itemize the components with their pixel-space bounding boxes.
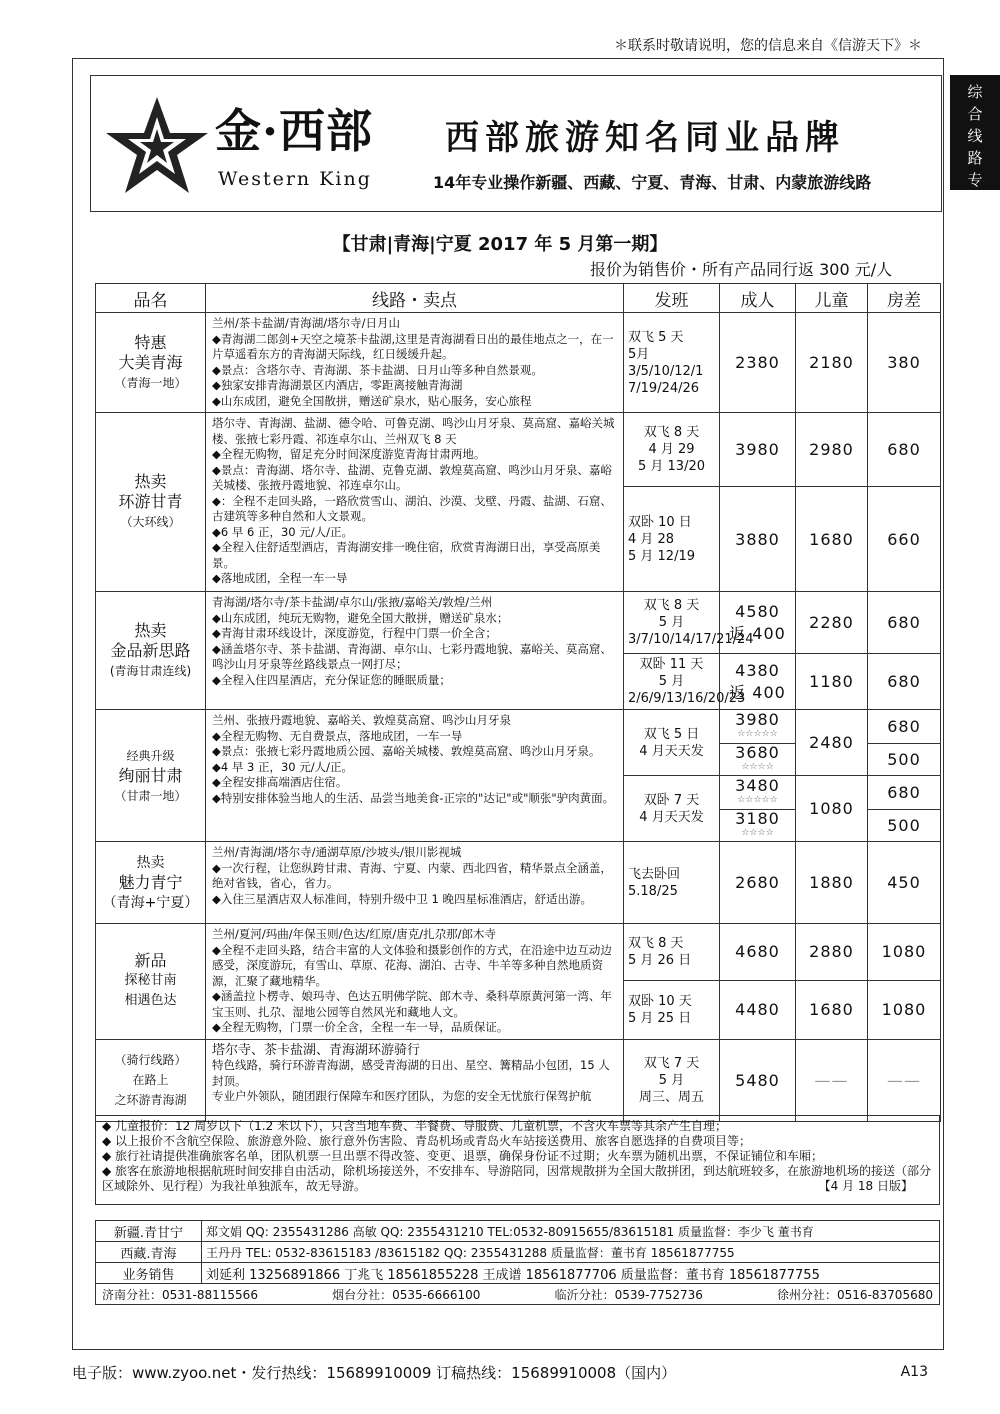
table-row [96, 592, 941, 654]
adult-price: 3180 [735, 808, 780, 828]
desc-line: ◆入住三星酒店双人标准间，特别升级中卫 1 晚四星标准酒店，舒适出游。 [212, 891, 592, 906]
child-price: 1680 [796, 980, 868, 1039]
col-departure: 发班 [624, 284, 720, 313]
adult-price: 3980 [735, 709, 780, 729]
desc-line: 兰州/茶卡盐湖/青海湖/塔尔寺/日月山 [212, 316, 400, 330]
col-route: 线路・卖点 [206, 284, 624, 313]
table-row [96, 1039, 941, 1121]
product-region: （青海一地） [114, 375, 187, 390]
page-code: A13 [900, 1364, 928, 1380]
room-supplement: 500 [868, 744, 941, 776]
adult-price-cell [720, 744, 796, 776]
star-rating: ☆☆☆☆☆ [737, 728, 778, 739]
product-name: 在路上 [132, 1073, 169, 1087]
product-tag: 特惠 [134, 332, 167, 352]
product-name-cell [96, 413, 206, 592]
room-supplement: 680 [868, 710, 941, 744]
product-name-2: 相遇色达 [124, 993, 177, 1009]
desc-line: ◆景点：张掖七彩丹霞地质公园、嘉峪关城楼、敦煌莫高窟、鸣沙山月牙泉。 [212, 744, 601, 758]
contacts-table [95, 1220, 940, 1305]
dep-line: 5月 [628, 346, 650, 362]
dep-line: 双飞 8 天 [628, 935, 684, 951]
star-logo-icon [102, 95, 212, 195]
child-price: 2280 [796, 592, 868, 654]
desc-line: ◆景点：含塔尔寺、青海湖、茶卡盐湖、日月山等多种自然景观。 [212, 362, 543, 377]
child-price: —— [796, 1039, 868, 1121]
desc-line: ◆景点：青海湖、塔尔寺、盐湖、克鲁克湖、敦煌莫高窟、鸣沙山月牙泉、嘉峪关城楼、张掖丹霞地貌、祁连卓尔山。 [212, 462, 612, 492]
desc-line: ◆全程无购物，门票一价全含，全程一车一导，品质保证。 [212, 1020, 509, 1034]
desc-line: ◆全程无购物、无自费景点，落地成团，一车一导 [212, 728, 463, 743]
footer-info: 电子版：www.zyoo.net・发行热线：15689910009 订稿热线：15689910008（国内） [72, 1364, 677, 1382]
product-tag: 新品 [134, 951, 167, 971]
departure-cell [624, 313, 720, 413]
price-note: 报价为销售价・所有产品同行返 300 元/人 [590, 260, 893, 279]
dep-line: 4 月天天发 [639, 743, 704, 759]
dep-line: 5 月 [658, 615, 685, 630]
contact-row [96, 1242, 940, 1263]
desc-line: 兰州、张掖丹霞地貌、嘉峪关、敦煌莫高窟、鸣沙山月牙泉 [212, 713, 511, 727]
departure-cell [624, 776, 720, 842]
section-tab [950, 75, 1000, 211]
product-region: (青海甘肃连线) [109, 663, 192, 678]
child-price: 2880 [796, 924, 868, 981]
departure-cell [624, 842, 720, 924]
product-region: （大环线） [120, 515, 181, 529]
col-child: 儿童 [796, 284, 868, 313]
col-adult: 成人 [720, 284, 796, 313]
desc-line: ◆独家安排青海湖景区内酒店，零距离接触青海湖 [212, 378, 463, 392]
section-tab-char: 专 [967, 171, 983, 189]
adult-price: 5480 [720, 1039, 796, 1121]
departure-cell [624, 592, 754, 654]
note-line: ◆ 以上报价不含航空保险、旅游意外险、旅行意外伤害险、青岛机场或青岛火车站接送费用、旅客自愿选择的自费项目等； [102, 1134, 752, 1148]
departure-cell [624, 924, 720, 981]
contact-info: 王丹丹 TEL: 0532-83615183 /83615182 QQ: 2355431288 质量监督：董书育 18561877755 [202, 1242, 940, 1263]
product-name: 金品新思路 [110, 640, 191, 660]
dep-line: 双飞 5 天 [628, 329, 684, 345]
table-row [96, 313, 941, 413]
desc-line: ◆山东成团，避免全国散拼，赠送矿泉水，贴心服务，安心旅程 [212, 393, 532, 408]
table-row [96, 842, 941, 924]
room-supplement: 680 [868, 654, 941, 710]
child-price: 1680 [796, 487, 868, 592]
note-line: ◆ 旅客在旅游地根据航班时间安排自由活动，除机场接送外，不安排车、导游陪同，因常规散拼为全国大散拼团，到达航班较多，在旅游地机场的接送（部分区域除外、见行程）为我社单独派车，故无导游。 [102, 1164, 932, 1193]
brand-slogan: 西部旅游知名同业品牌 [445, 118, 845, 158]
child-price: 2980 [796, 413, 868, 487]
room-supplement: 680 [868, 592, 941, 654]
dep-line: 双卧 11 天 [639, 657, 704, 672]
desc-line: ◆落地成团，全程一车一导 [212, 571, 348, 585]
section-tab-char: 版 [967, 193, 983, 211]
source-note: ＊联系时敬请说明，您的信息来自《信游天下》＊ [614, 38, 922, 54]
branch-row [96, 1284, 940, 1305]
table-row [96, 924, 941, 981]
section-tab-char: 合 [967, 105, 983, 123]
dep-line: 双卧 10 日 [628, 514, 692, 530]
adult-price: 3880 [720, 487, 796, 592]
dep-line: 飞去卧回 [628, 866, 681, 882]
branch-item: 徐州分社：0516-83705680 [777, 1287, 933, 1302]
product-tag: 热卖 [134, 472, 167, 491]
route-desc [206, 413, 624, 592]
dep-line: 双飞 7 天 [643, 1055, 700, 1071]
room-supplement: 1080 [868, 980, 941, 1039]
dep-line: 3/7/10/14/17/21/24 [628, 632, 754, 647]
product-name-cell [96, 842, 206, 924]
product-name-cell [96, 710, 206, 842]
room-supplement: 450 [868, 842, 941, 924]
desc-line: ◆全程不走回头路，结合丰富的人文体验和摄影创作的方式，在沿途中边互动边感受，深度游玩，有雪山、草原、花海、湖泊、古寺、牛羊等多种自然地质资源，汇聚了藏地精华。 [212, 942, 612, 988]
product-name-cell [96, 924, 206, 1040]
col-room: 房差 [868, 284, 941, 313]
desc-line: ◆全程无购物，留足充分时间深度游览青海甘肃两地。 [212, 447, 486, 461]
product-region: （甘肃一地） [114, 788, 187, 803]
room-supplement: —— [868, 1039, 941, 1121]
desc-line: ◆：全程不走回头路，一路欣赏雪山、湖泊、沙漠、戈壁、丹霞、盐湖、石窟、古建筑等多种自然和人文景观。 [212, 493, 612, 523]
route-desc [206, 710, 624, 842]
col-name: 品名 [96, 284, 206, 313]
adult-price: 2380 [720, 313, 796, 413]
adult-price: 3480 [735, 775, 780, 795]
room-supplement: 380 [868, 313, 941, 413]
branch-list [96, 1284, 940, 1305]
star-rating: ☆☆☆☆☆ [737, 794, 778, 805]
section-tab-char: 路 [967, 149, 983, 167]
notes-box [95, 1115, 940, 1205]
section-tab-char: 线 [967, 127, 983, 145]
desc-line: ◆山东成团，纯玩无购物，避免全国大散拼，赠送矿泉水； [212, 610, 509, 625]
rebate: 返 400 [729, 682, 786, 702]
brand-name: 金·西部 [215, 104, 374, 158]
desc-line: ◆全程入住四星酒店，充分保证您的睡眠质量； [212, 672, 451, 687]
dep-line: 5 月 13/20 [638, 459, 705, 474]
product-name-cell [96, 592, 206, 710]
child-price: 1080 [796, 776, 868, 842]
brand-subslogan: 14年专业操作新疆、西藏、宁夏、青海、甘肃、内蒙旅游线路 [433, 173, 872, 192]
dep-line: 4 月天天发 [639, 809, 704, 825]
section-tab-char: 综 [967, 83, 983, 101]
adult-price: 4580 [735, 601, 780, 621]
product-table [95, 283, 941, 1122]
branch-item: 烟台分社：0535-6666100 [332, 1287, 481, 1302]
adult-price-cell [720, 810, 796, 842]
star-rating: ☆☆☆☆ [741, 827, 774, 838]
departure-cell [624, 487, 720, 592]
product-name-cell [96, 1039, 206, 1121]
route-desc [206, 924, 624, 1040]
adult-price: 3680 [735, 742, 780, 762]
dep-line: 5 月 25 日 [628, 1010, 692, 1026]
dep-line: 周三、周五 [638, 1089, 704, 1105]
rebate: 返 400 [729, 623, 786, 643]
contact-row [96, 1221, 940, 1242]
product-region: （青海+宁夏） [102, 894, 199, 911]
note-line: ◆ 儿童报价：12 周岁以下（1.2 米以下），只含当地车费、半餐费、导服费、儿童机票，不含火车票等其余产生自理； [102, 1119, 728, 1133]
branch-item: 济南分社：0531-88115566 [102, 1287, 258, 1302]
child-price: 2180 [796, 313, 868, 413]
route-desc [206, 842, 624, 924]
dep-line: 4 月 28 [628, 531, 675, 547]
adult-price: 3980 [720, 413, 796, 487]
desc-line: ◆全程入住舒适型酒店，青海湖安排一晚住宿，欣赏青海湖日出，享受高原美景。 [212, 540, 601, 570]
dep-line: 5.18/25 [628, 883, 678, 899]
product-tag: （骑行线路） [114, 1053, 187, 1067]
room-supplement: 680 [868, 413, 941, 487]
dep-line: 双飞 8 天 [643, 425, 700, 440]
product-name: 探秘甘南 [124, 973, 177, 989]
adult-price-cell [720, 654, 796, 710]
dep-line: 双卧 10 天 [628, 993, 692, 1009]
contact-label: 新疆.青甘宁 [96, 1221, 202, 1242]
contact-row [96, 1263, 940, 1284]
desc-line: ◆青海湖二郎剑+天空之境茶卡盐湖,这里是青海湖看日出的最佳地点之一，在一片草遥看东方的青海湖天际线，红日缓缓升起。 [212, 331, 614, 361]
desc-line: 兰州/青海湖/塔尔寺/通湖草原/沙坡头/银川影视城 [212, 845, 462, 859]
adult-price-cell [720, 776, 796, 810]
desc-line: 专业户外领队，随团跟行保障车和医疗团队，为您的安全无忧旅行保驾护航 [212, 1089, 592, 1103]
product-tag: 经典升级 [126, 748, 175, 763]
child-price: 1180 [796, 654, 868, 710]
dep-line: 5 月 [658, 1072, 685, 1088]
product-name: 绚丽甘肃 [118, 765, 183, 785]
room-supplement: 660 [868, 487, 941, 592]
dep-line: 5 月 26 日 [628, 952, 692, 968]
star-rating: ☆☆☆☆ [741, 761, 774, 772]
contact-info: 刘延利 13256891866 丁兆飞 18561855228 王成谱 18561877706 质量监督：董书育 18561877755 [202, 1263, 940, 1284]
room-supplement: 1080 [868, 924, 941, 981]
adult-price: 4480 [720, 980, 796, 1039]
dep-line: 双飞 5 日 [643, 726, 700, 742]
route-desc [206, 313, 624, 413]
desc-line: ◆特别安排体验当地人的生活、品尝当地美食-正宗的"达记"或"顺张"驴肉黄面。 [212, 790, 615, 805]
desc-line: ◆6 早 6 正，30 元/人/正。 [212, 524, 353, 539]
departure-cell [624, 1039, 720, 1121]
room-supplement: 500 [868, 810, 941, 842]
child-price: 1880 [796, 842, 868, 924]
desc-line: ◆一次行程，让您纵跨甘肃、青海、宁夏、内蒙、西北四省，精华景点全涵盖，绝对省钱，省心，省力。 [212, 860, 612, 890]
contact-label: 西藏.青海 [96, 1242, 202, 1263]
contact-info: 郑文娟 QQ: 2355431286 高敏 QQ: 2355431210 TEL:0532-80915655/83615181 质量监督：李少飞 董书育 [202, 1221, 940, 1242]
departure-cell [624, 654, 746, 710]
product-name: 魅力青宁 [118, 872, 183, 892]
product-name: 环游甘青 [118, 492, 183, 511]
product-tag: 热卖 [134, 620, 167, 640]
departure-cell [624, 710, 720, 776]
table-header [96, 284, 941, 313]
room-supplement: 680 [868, 776, 941, 810]
dep-line: 5 月 12/19 [628, 548, 695, 564]
adult-price: 2680 [720, 842, 796, 924]
dep-line: 双飞 8 天 [643, 598, 700, 613]
product-name-2: 之环游青海湖 [114, 1093, 187, 1107]
desc-line: ◆涵盖塔尔寺、茶卡盐湖、青海湖、卓尔山、七彩丹霞地貌、嘉峪关、莫高窟、鸣沙山月牙泉等丝路线景点一网打尽； [212, 641, 612, 671]
dep-line: 双卧 7 天 [643, 792, 700, 808]
departure-cell [624, 413, 720, 487]
desc-line: 塔尔寺、青海湖、盐湖、德令哈、可鲁克湖、鸣沙山月牙泉、莫高窟、嘉峪关城楼、张掖七彩丹霞、祁连卓尔山、兰州双飞 8 天 [212, 416, 615, 446]
desc-line: 青海湖/塔尔寺/茶卡盐湖/卓尔山/张掖/嘉峪关/敦煌/兰州 [212, 595, 493, 609]
note-line: ◆ 旅行社请提供准确旅客名单，团队机票一旦出票不得改签、变更、退票，确保身份证不过期；火车票为随机出票，不保证铺位和车厢； [102, 1149, 824, 1163]
route-desc [206, 592, 624, 710]
desc-line: ◆4 早 3 正，30 元/人/正。 [212, 759, 353, 774]
dep-line: 3/5/10/12/17/19/24/26 [628, 363, 704, 396]
product-tag: 热卖 [136, 854, 165, 871]
departure-cell [624, 980, 720, 1039]
adult-price: 4380 [735, 660, 780, 680]
route-desc [206, 1039, 624, 1121]
table-row [96, 710, 941, 744]
desc-line: ◆全程安排高端酒店住宿。 [212, 775, 348, 789]
dep-line: 5 月 2/6/9/13/16/20/23 [628, 674, 746, 706]
desc-line: ◆青海甘肃环线设计，深度游览，行程中门票一价全含； [212, 626, 497, 640]
adult-price-cell [720, 710, 796, 744]
branch-item: 临沂分社：0539-7752736 [554, 1287, 703, 1302]
desc-line: 塔尔寺、茶卡盐湖、青海湖环游骑行 [212, 1042, 421, 1058]
issue-title: 【甘肃|青海|宁夏 2017 年 5 月第一期】 [332, 234, 668, 255]
contact-label: 业务销售 [96, 1263, 202, 1284]
product-name-cell [96, 313, 206, 413]
table-row [96, 413, 941, 487]
desc-line: 特色线路，骑行环游青海湖，感受青海湖的日出、星空、篝精品小包团，15 人封顶。 [212, 1058, 610, 1088]
child-price: 2480 [796, 710, 868, 776]
brand-name-en: Western King [218, 168, 372, 190]
desc-line: ◆涵盖拉卜楞寺、娘玛寺、色达五明佛学院、郎木寺、桑科草原黄河第一湾、年宝玉则、扎尕、湿地公园等自然风光和藏地人文。 [212, 989, 612, 1019]
adult-price: 4680 [720, 924, 796, 981]
desc-line: 兰州/夏河/玛曲/年保玉则/色达/红原/唐克/扎尕那/郎木寺 [212, 927, 496, 941]
product-name: 大美青海 [118, 352, 183, 372]
notes-date: 【4 月 18 日版】 [818, 1179, 913, 1193]
dep-line: 4 月 29 [648, 442, 695, 457]
